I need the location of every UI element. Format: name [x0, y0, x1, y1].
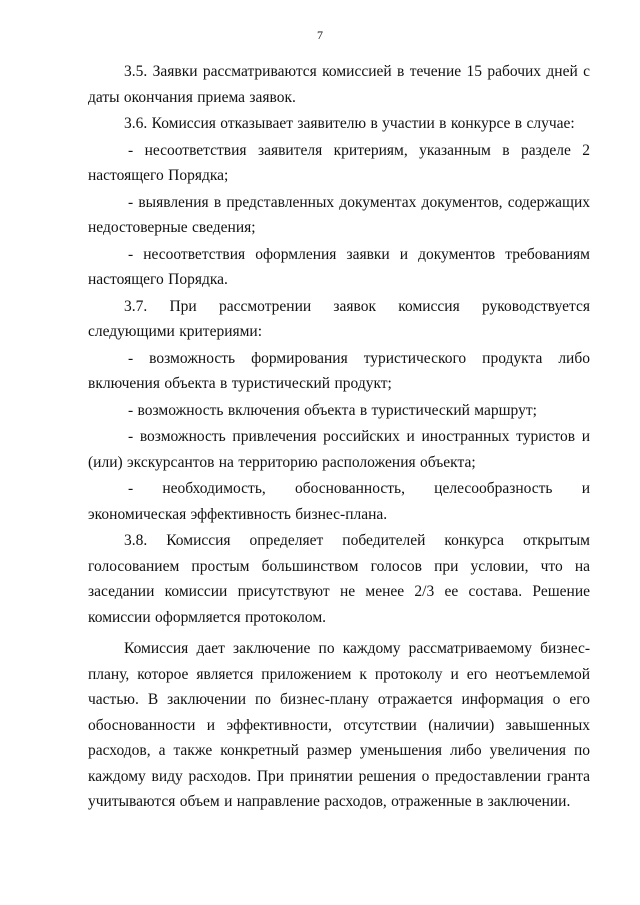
paragraph-3-6: 3.6. Комиссия отказывает заявителю в участии в конкурсе в случае: [124, 115, 575, 132]
document-body [88, 59, 590, 815]
list-item-3-6-criteria-mismatch: - несоответствия заявителя критериям, указанным в разделе 2 настоящего Порядка; [88, 141, 590, 184]
list-item-3-6-format-mismatch: - несоответствия оформления заявки и документов требованиям настоящего Порядка. [88, 245, 590, 288]
list-item-3-7-attract-tourists: - возможность привлечения российских и иностранных туристов и (или) экскурсантов на территорию расположения объекта; [88, 428, 590, 471]
paragraph-3-8: 3.8. Комиссия определяет победителей конкурса открытым голосованием простым большинством голосов при условии, что на заседании комиссии присутствуют не менее 2/3 ее состава. Решение комиссии оформляется протоколом. [88, 532, 590, 626]
paragraph-commission-conclusion: Комиссия дает заключение по каждому рассматриваемому бизнес-плану, которое является приложением к протоколу и его неотъемлемой частью. В заключении по бизнес-плану отражается информация о его обоснованности и эффективности, отсутствии (наличии) завышенных расходов, а также конкретный размер уменьшения либо увеличения по каждому виду расходов. При принятии решения о предоставлении гранта учитываются объем и направление расходов, отраженные в заключении. [88, 640, 590, 810]
paragraph-3-5: 3.5. Заявки рассматриваются комиссией в течение 15 рабочих дней с даты окончания приема заявок. [88, 63, 590, 106]
list-item-3-6-false-information: - выявления в представленных документах документов, содержащих недостоверные сведения; [88, 193, 590, 236]
list-item-3-7-business-plan-efficiency: - необходимость, обоснованность, целесообразность и экономическая эффективность бизнес-плана. [88, 480, 590, 523]
paragraph-3-7: 3.7. При рассмотрении заявок комиссия руководствуется следующими критериями: [88, 297, 590, 340]
list-item-3-7-tourist-product: - возможность формирования туристического продукта либо включения объекта в туристический продукт; [88, 349, 590, 392]
list-item-3-7-tourist-route: - возможность включения объекта в туристический маршрут; [128, 401, 537, 419]
page-number: 7 [317, 28, 323, 42]
